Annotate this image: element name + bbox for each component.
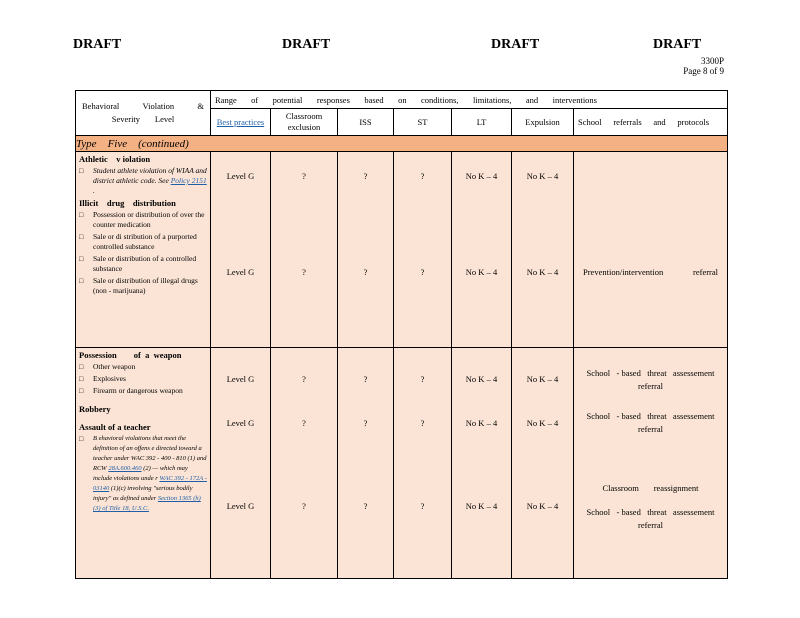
- behavior-cell-weapon-assault: [76, 348, 211, 579]
- level-value: Level G: [226, 501, 255, 511]
- lt-value: No K – 4: [465, 501, 498, 511]
- header-behavioral-violation: [76, 91, 211, 136]
- list-item: [79, 254, 207, 274]
- list-item: [79, 276, 207, 296]
- header-range-of-responses: [211, 91, 728, 109]
- expulsion-cell: [512, 152, 574, 348]
- header-violation-word: Violation: [142, 101, 175, 111]
- list-item: [79, 434, 207, 514]
- bullet-icon: □: [79, 387, 84, 395]
- iss-cell: [338, 348, 394, 579]
- weapon-item: Explosives: [93, 374, 126, 383]
- expulsion-value: No K – 4: [526, 418, 559, 428]
- weapon-title: Possession of a weapon: [79, 350, 182, 360]
- usc-link[interactable]: Section 1365 (h) (3) of Title 18, U.S.C.: [93, 495, 201, 512]
- table-row-athletic-drug: [76, 152, 728, 348]
- list-item: [79, 210, 207, 230]
- level-value: Level G: [226, 267, 255, 277]
- question-mark: ?: [420, 374, 425, 384]
- type-five-label: Type Five (continued): [76, 136, 728, 152]
- prevention-referral: Prevention/intervention referral: [583, 267, 719, 277]
- header-severity-level: Severity Level: [111, 114, 175, 124]
- bullet-icon: □: [79, 255, 84, 263]
- lt-value: No K – 4: [465, 267, 498, 277]
- rcw-link[interactable]: 28A.600.460: [108, 465, 142, 472]
- question-mark: ?: [302, 267, 306, 277]
- lt-cell: [452, 152, 512, 348]
- document-number: 3300P: [700, 56, 724, 66]
- classroom-exclusion-cell: [271, 348, 338, 579]
- header-school-referrals: [574, 109, 728, 136]
- list-item: [79, 166, 207, 196]
- question-mark: ?: [420, 501, 425, 511]
- header-classroom-exclusion: Classroom exclusion: [271, 109, 338, 136]
- level-value: Level G: [226, 418, 255, 428]
- question-mark: ?: [420, 418, 425, 428]
- draft-label-3: DRAFT: [491, 37, 540, 52]
- range-word: limitations,: [472, 94, 512, 105]
- proto-word: protocols: [677, 117, 710, 127]
- wac-link[interactable]: WAC 392 - 172A - 03140: [93, 475, 207, 492]
- header-best-practices[interactable]: [211, 109, 271, 136]
- level-value: Level G: [226, 374, 255, 384]
- range-word: Range: [215, 94, 237, 105]
- range-word: interventions: [552, 94, 597, 105]
- robbery-title: Robbery: [79, 404, 111, 414]
- table-row-weapon-robbery-assault: [76, 348, 728, 579]
- threat-assessment-referral: School - based threat assessement referral: [586, 507, 717, 530]
- athletic-text: Student athlete violation of WIAA and district athletic code. See: [93, 166, 207, 185]
- type-five-row: [76, 136, 728, 152]
- draft-label-1: DRAFT: [73, 37, 122, 52]
- expulsion-value: No K – 4: [526, 171, 559, 181]
- classroom-exclusion-cell: [271, 152, 338, 348]
- question-mark: ?: [302, 171, 306, 181]
- assault-title: Assault of a teacher: [79, 422, 151, 432]
- range-word: on: [398, 94, 407, 105]
- list-item: [79, 386, 207, 396]
- expulsion-value: No K – 4: [526, 374, 559, 384]
- question-mark: ?: [302, 374, 306, 384]
- bullet-icon: □: [79, 211, 84, 219]
- lt-value: No K – 4: [465, 418, 498, 428]
- bullet-icon: □: [79, 167, 84, 175]
- proto-word: and: [653, 117, 666, 127]
- assault-text-part: B ehavioral violations that meet the definition of an offens e directed toward a teacher under WAC 392 - 400 - 810 (1) and RCW: [93, 435, 207, 472]
- range-word: conditions,: [421, 94, 459, 105]
- bullet-icon: □: [79, 435, 84, 443]
- expulsion-value: No K – 4: [526, 267, 559, 277]
- question-mark: ?: [302, 501, 306, 511]
- page-indicator: Page 8 of 9: [683, 66, 724, 76]
- range-word: based: [364, 94, 384, 105]
- lt-value: No K – 4: [465, 171, 498, 181]
- assault-text-part: (2) — which may include violations unde r: [93, 465, 188, 482]
- range-word: potential: [272, 94, 303, 105]
- bullet-icon: □: [79, 233, 84, 241]
- athletic-violation-title: Athletic v iolation: [79, 154, 151, 164]
- assault-text-part: (1)(c) involving "serious bodily injury" as defined under: [93, 485, 193, 502]
- athletic-tail: .: [93, 186, 95, 195]
- threat-assessment-referral: School - based threat assessement referral: [586, 411, 717, 434]
- range-word: and: [525, 94, 539, 105]
- list-item: [79, 374, 207, 384]
- header-behavioral-word: Behavioral: [82, 101, 120, 111]
- drug-item: Sale or distribution of illegal drugs (non - marijuana): [93, 276, 198, 295]
- range-word: responses: [316, 94, 350, 105]
- draft-label-2: DRAFT: [282, 37, 331, 52]
- best-practices-link[interactable]: Best practices: [216, 116, 265, 127]
- st-cell: [394, 348, 452, 579]
- list-item: [79, 362, 207, 372]
- header-expulsion: Expulsion: [512, 109, 574, 136]
- question-mark: ?: [420, 171, 425, 181]
- weapon-item: Other weapon: [93, 362, 136, 371]
- question-mark: ?: [420, 267, 425, 277]
- referrals-cell: [574, 348, 728, 579]
- question-mark: ?: [302, 418, 306, 428]
- drug-item: Possession or distribution of over the counter medication: [93, 210, 205, 229]
- question-mark: ?: [363, 374, 368, 384]
- proto-word: referrals: [613, 117, 642, 127]
- bullet-icon: □: [79, 277, 84, 285]
- level-value: Level G: [226, 171, 255, 181]
- threat-assessment-referral: School - based threat assessement referral: [586, 368, 717, 391]
- classroom-reassignment: Classroom reassignment: [602, 483, 699, 493]
- drug-item: Sale or di stribution of a purported controlled substance: [93, 232, 197, 251]
- assault-text: [93, 434, 207, 514]
- question-mark: ?: [363, 267, 368, 277]
- header-st: ST: [394, 109, 452, 136]
- header-iss: ISS: [338, 109, 394, 136]
- range-word: of: [251, 94, 259, 105]
- header-lt: LT: [452, 109, 512, 136]
- athletic-violation-text: [93, 166, 207, 196]
- lt-cell: [452, 348, 512, 579]
- list-item: [79, 232, 207, 252]
- bullet-icon: □: [79, 363, 84, 371]
- question-mark: ?: [363, 171, 368, 181]
- question-mark: ?: [363, 418, 368, 428]
- referrals-cell: [574, 152, 728, 348]
- procedure-table: [75, 90, 728, 579]
- proto-word: School: [578, 117, 602, 127]
- drug-item: Sale or distribution of a controlled substance: [93, 254, 197, 273]
- best-practices-cell: [211, 348, 271, 579]
- best-practices-cell: [211, 152, 271, 348]
- iss-cell: [338, 152, 394, 348]
- st-cell: [394, 152, 452, 348]
- illicit-drug-title: Illicit drug distribution: [79, 198, 176, 208]
- lt-value: No K – 4: [465, 374, 498, 384]
- draft-label-4: DRAFT: [653, 37, 702, 52]
- expulsion-value: No K – 4: [526, 501, 559, 511]
- header-ampersand: &: [197, 101, 204, 111]
- behavior-cell-athletic-drug: [76, 152, 211, 348]
- table-header-row-1: [76, 91, 728, 109]
- expulsion-cell: [512, 348, 574, 579]
- policy-2151-link[interactable]: Policy 2151: [170, 176, 207, 185]
- weapon-item: Firearm or dangerous weapon: [93, 386, 183, 395]
- bullet-icon: □: [79, 375, 84, 383]
- question-mark: ?: [363, 501, 368, 511]
